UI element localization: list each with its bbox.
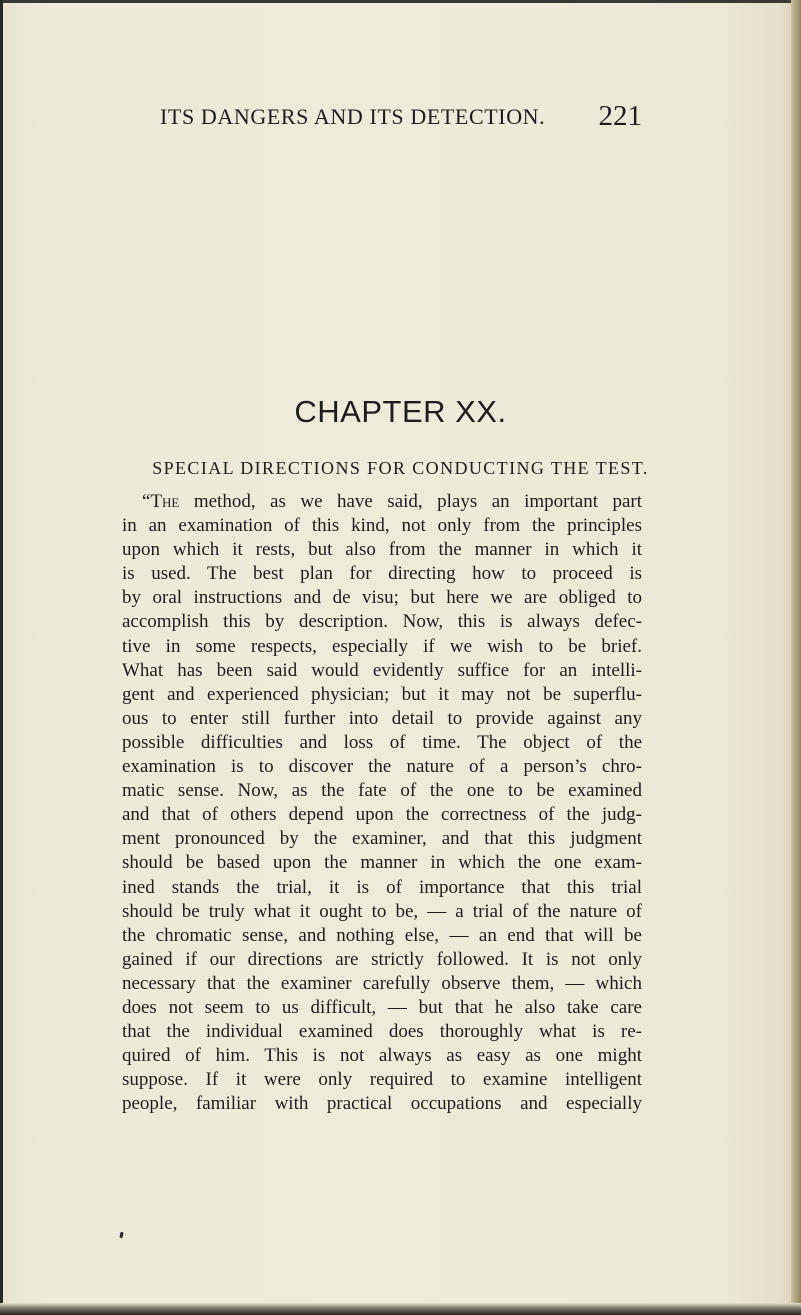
page-bottom-edge [0, 1303, 801, 1315]
body-line: ous to enter still further into detail to provide against any [122, 707, 642, 729]
body-line: by oral instructions and de visu; but here we are obliged to [122, 587, 642, 609]
body-line: should be truly what it ought to be, — a trial of the nature of [122, 900, 642, 922]
body-line: examination is to discover the nature of a person’s chro- [122, 756, 642, 778]
running-head [160, 100, 642, 138]
running-head-title: ITS DANGERS AND ITS DETECTION. [160, 104, 546, 129]
section-title: SPECIAL DIRECTIONS FOR CONDUCTING THE TEST. [152, 458, 649, 478]
body-text [122, 490, 642, 1116]
body-line: and that of others depend upon the correctness of the judg- [122, 804, 642, 826]
body-line-text: method, as we have said, plays an important part [193, 491, 642, 512]
body-line: possible difficulties and loss of time. The object of the [122, 731, 642, 753]
body-line: people, familiar with practical occupations and especially [122, 1093, 642, 1115]
body-line: tive in some respects, especially if we wish to be brief. [122, 635, 642, 657]
body-line: matic sense. Now, as the fate of the one to be examined [122, 780, 642, 802]
body-line: that the individual examined does thoroughly what is re- [122, 1021, 642, 1043]
page-top-edge [0, 0, 801, 3]
body-line: the chromatic sense, and nothing else, — an end that will be [122, 924, 642, 946]
body-line [122, 490, 642, 514]
body-line: upon which it rests, but also from the manner in which it [122, 539, 642, 561]
body-line: What has been said would evidently suffice for an intelli- [122, 659, 642, 681]
body-line: necessary that the examiner carefully observe them, — which [122, 972, 642, 994]
page-left-edge [0, 0, 3, 1315]
body-line: suppose. If it were only required to examine intelligent [122, 1069, 642, 1091]
body-line: in an examination of this kind, not only from the principles [122, 515, 642, 537]
body-line: quired of him. This is not always as easy as one might [122, 1045, 642, 1067]
opening-quote: “ [142, 491, 151, 512]
page-right-edge [791, 0, 801, 1315]
body-line: gained if our directions are strictly followed. It is not only [122, 948, 642, 970]
body-line: ined stands the trial, it is of importance that this trial [122, 876, 642, 898]
body-line: ment pronounced by the examiner, and that this judgment [122, 828, 642, 850]
opening-word: The [150, 491, 180, 512]
chapter-heading: CHAPTER XX. [294, 394, 507, 429]
body-line: gent and experienced physician; but it may not be superflu- [122, 683, 642, 705]
body-line: accomplish this by description. Now, this is always defec- [122, 611, 642, 633]
body-line: is used. The best plan for directing how to proceed is [122, 563, 642, 585]
body-line: should be based upon the manner in which the one exam- [122, 852, 642, 874]
ink-speck [119, 1232, 123, 1238]
page-number: 221 [598, 100, 642, 132]
body-line: does not seem to us difficult, — but that he also take care [122, 996, 642, 1018]
